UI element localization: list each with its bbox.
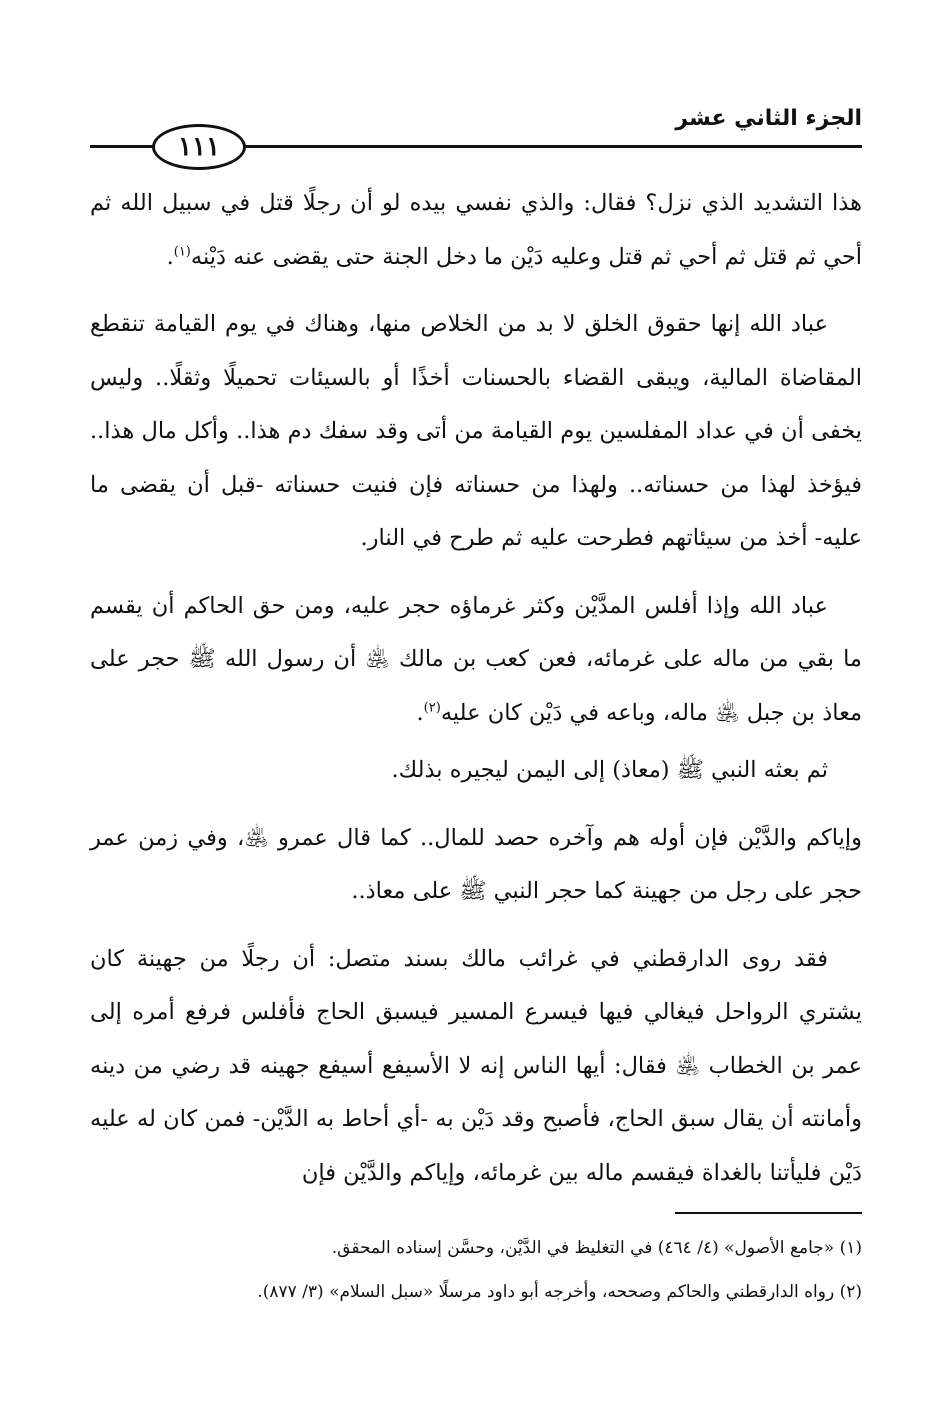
end-mark: . [416,699,424,726]
end-mark: . [166,243,174,270]
footnote: (٢) رواه الدارقطني والحاكم وصححه، وأخرجه أبو داود مرسلًا «سبل السلام» (٣/ ٨٧٧). [257,1282,862,1302]
footnote: (١) «جامع الأصول» (٤/ ٤٦٤) في التغليظ في الدَّيْن، وحسَّن إسناده المحقق. [331,1238,862,1258]
paragraph: فقد روى الدارقطني في غرائب مالك بسند متصل: أن رجلًا من جهينة كان يشتري الرواحل فيغالي فيها فيسرع المسير فيسبق الحاج فأفلس فرفع أمره إلى عمر بن الخطاب ﵁ فقال: أيها الناس إنه لا الأسيفع أسيفع جهينه قد رضي من دينه وأمانته أن يقال سبق الحاج، فأصبح وقد دَيْن به -أي أحاط به الدَّيْن- فمن كان له عليه دَيْن فليأتنا بالغداة فيقسم ماله بين غرمائه، وإياكم والدَّيْن فإن [90,945,862,1186]
page-header [90,102,862,172]
running-title: الجزء الثاني عشر [675,106,862,131]
paragraph [90,177,862,284]
paragraph: ثم بعثه النبي ﷺ (معاذ) إلى اليمن ليجيره بذلك. [391,757,828,783]
footnotes [90,1226,862,1314]
footnote-ref: (١) [173,244,191,259]
paragraph [90,580,862,741]
footnote-ref: (٢) [423,700,441,715]
page-number: ١١١ [152,124,246,170]
paragraph: وإياكم والدَّيْن فإن أوله هم وآخره حصد للمال.. كما قال عمرو ﵁، وفي زمن عمر حجر على رجل من جهينة كما حجر النبي ﷺ على معاذ.. [90,824,862,904]
main-text [90,177,862,1214]
paragraph: عباد الله إنها حقوق الخلق لا بد من الخلاص منها، وهناك في يوم القيامة تنقطع المقاضاة المالية، ويبقى القضاء بالحسنات أخذًا أو بالسيئات تحميلًا وثقلًا.. وليس يخفى أن في عداد المفلسين يوم القيامة من أتى وقد سفك دم هذا.. وأكل مال هذا.. فيؤخذ لهذا من حسناته.. ولهذا من حسناته فإن فنيت حسناته -قبل أن يقضى ما عليه- أخذ من سيئاتهم فطرحت عليه ثم طرح في النار. [90,311,862,551]
footnote-separator [675,1212,862,1214]
paragraph-text: هذا التشديد الذي نزل؟ فقال: والذي نفسي بيده لو أن رجلًا قتل في سبيل الله ثم أحي ثم قتل ثم أحي ثم قتل وعليه دَيْن ما دخل الجنة حتى يقضى عنه دَيْنه [90,190,862,270]
paragraph-text: عباد الله وإذا أفلس المدَّيْن وكثر غرماؤه حجر عليه، ومن حق الحاكم أن يقسم ما بقي من ماله على غرمائه، فعن كعب بن مالك ﵁ أن رسول الله ﷺ حجر على معاذ بن جبل ﵁ ماله، وباعه في دَيْن كان عليه [90,592,862,726]
